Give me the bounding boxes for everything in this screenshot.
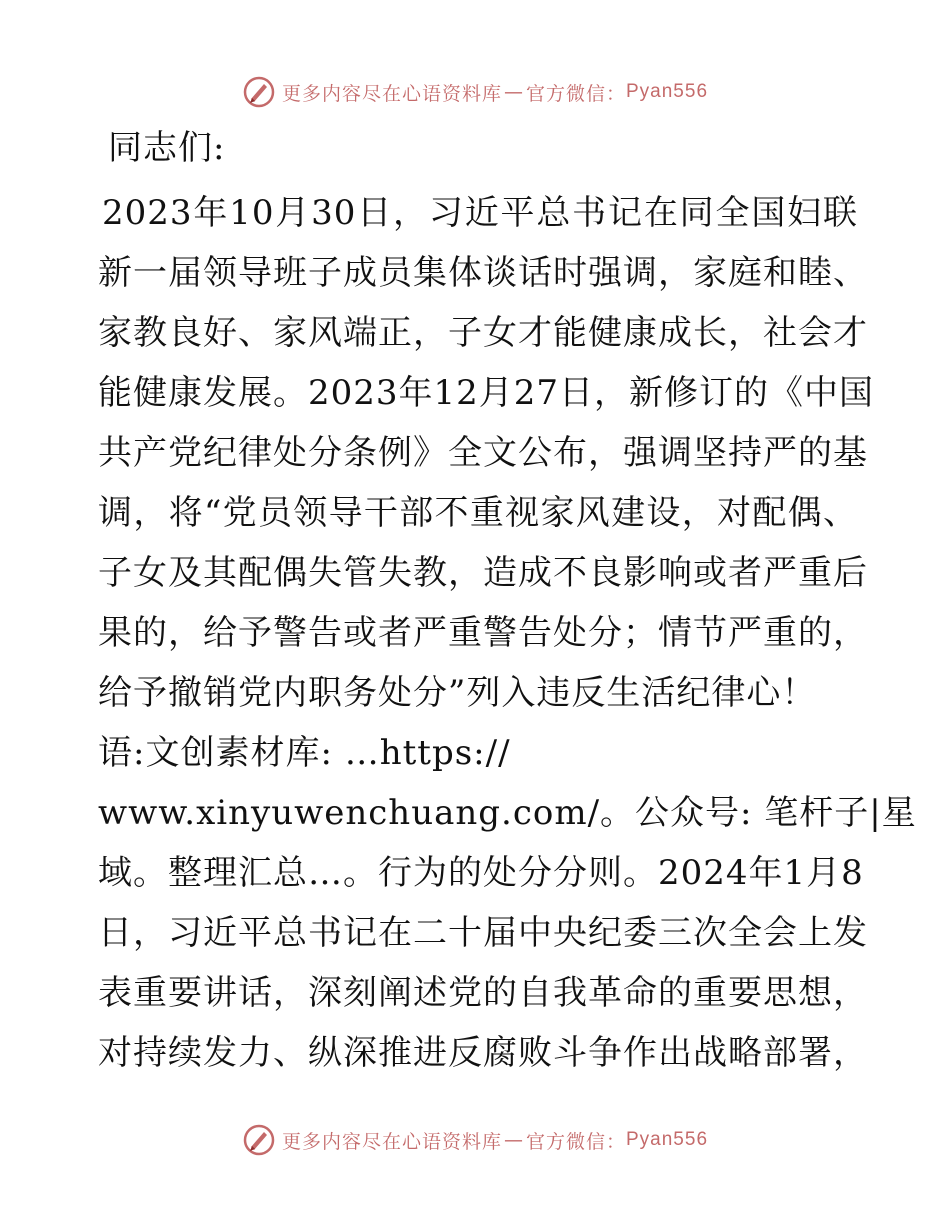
document-body xyxy=(98,118,917,1083)
pen-logo-icon xyxy=(242,75,276,109)
watermark-separator: — xyxy=(503,81,524,103)
salutation: 同志们: xyxy=(108,128,226,168)
pen-logo-icon xyxy=(242,1123,276,1157)
text-line: 语:文创素材库: …https:// xyxy=(98,733,511,773)
text-line: 家教良好、家风端正，子女才能健康成长，社会才 xyxy=(98,313,868,353)
footer-watermark xyxy=(0,1120,950,1160)
text-line: 日，习近平总书记在二十届中央纪委三次全会上发 xyxy=(98,913,868,953)
text-line: 能健康发展。2023年12月27日，新修订的《中国 xyxy=(98,373,875,413)
watermark-separator: — xyxy=(503,1129,524,1151)
text-line: 域。整理汇总…。行为的处分分则。2024年1月8 xyxy=(98,853,864,893)
text-line: 对持续发力、纵深推进反腐败斗争作出战略部署， xyxy=(98,1033,868,1073)
header-watermark xyxy=(0,72,950,112)
text-line: 子女及其配偶失管失教，造成不良影响或者严重后 xyxy=(98,553,868,593)
text-line: 新一届领导班子成员集体谈话时强调，家庭和睦、 xyxy=(98,253,868,293)
text-line: 表重要讲话，深刻阐述党的自我革命的重要思想， xyxy=(98,973,868,1013)
watermark-wechat-id: Pyan556 xyxy=(626,81,709,102)
text-line: 果的，给予警告或者严重警告处分；情节严重的， xyxy=(98,613,868,653)
text-line: 调，将“党员领导干部不重视家风建设，对配偶、 xyxy=(98,493,858,533)
watermark-suffix: 官方微信： xyxy=(525,1130,626,1153)
watermark-wechat-id: Pyan556 xyxy=(626,1129,709,1150)
watermark-suffix: 官方微信： xyxy=(525,82,626,105)
watermark-text: 更多内容尽在心语资料库 xyxy=(281,82,502,105)
text-line: 共产党纪律处分条例》全文公布，强调坚持严的基 xyxy=(98,433,868,473)
text-line: www.xinyuwenchuang.com/。公众号: 笔杆子|星 xyxy=(98,793,917,833)
text-line: 2023年10月30日，习近平总书记在同全国妇联 xyxy=(102,193,858,233)
text-line: 给予撤销党内职务处分”列入违反生活纪律心！ xyxy=(98,673,817,713)
watermark-text: 更多内容尽在心语资料库 xyxy=(281,1130,502,1153)
